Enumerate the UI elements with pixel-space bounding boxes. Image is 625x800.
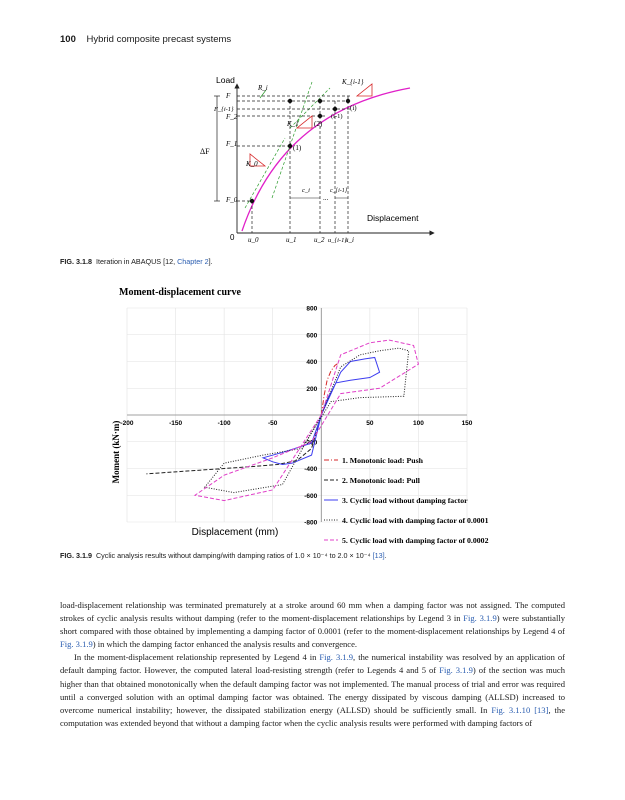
label-K0: K_0	[246, 160, 258, 168]
ref-link[interactable]: [13]	[534, 704, 549, 715]
running-header	[60, 34, 231, 45]
fig-link[interactable]: Fig. 3.1.9	[60, 639, 93, 650]
fig-link[interactable]: Fig. 3.1.10	[491, 704, 531, 715]
point-2	[318, 114, 322, 118]
y-tick-label: 600	[306, 332, 318, 340]
x-tick-label: 50	[366, 420, 374, 427]
x-tick-label: -150	[169, 420, 183, 427]
origin-label: 0	[230, 233, 235, 242]
p2-text-d: , the computation was extended beyond that without a damping factor when the cyclic analysis results were performed with damping factors of	[60, 704, 565, 728]
caption-end: .	[384, 551, 387, 560]
legend-label: 1. Monotonic load: Push	[342, 456, 424, 465]
label-u0: u_0	[248, 236, 259, 244]
label-point-1: (1)	[293, 144, 302, 152]
chart-xlabel: Displacement (mm)	[191, 527, 279, 538]
caption-label: FIG. 3.1.9	[60, 551, 92, 560]
label-ui: u_i	[345, 236, 354, 244]
tangent-k1	[272, 82, 312, 198]
caption-text: Cyclic analysis results without damping/with damping ratios of 1.0 × 10⁻⁴ to 2.0 × 10⁻⁴	[95, 551, 371, 560]
load-curve	[242, 88, 410, 231]
label-u2: u_2	[314, 236, 325, 244]
label-F: F	[226, 92, 231, 100]
caption-end: ].	[208, 257, 213, 266]
fig-link[interactable]: Fig. 3.1.9	[319, 652, 354, 663]
point-0	[250, 199, 254, 203]
label-u1: u_1	[286, 236, 297, 244]
caption-fig-3-1-9	[60, 551, 387, 560]
chart-ylabel: Moment (kN·m)	[111, 420, 121, 484]
label-u-i-1: u_{i-1}	[328, 237, 347, 244]
svg-text:...: ...	[323, 194, 329, 202]
x-tick-label: 150	[461, 420, 473, 427]
fig-link[interactable]: Fig. 3.1.9	[463, 613, 497, 624]
y-tick-label: 800	[306, 305, 318, 313]
p2-text: In the moment-displacement relationship represented by Legend 4 in	[74, 652, 317, 663]
label-F-i-1: F_{i-1}	[214, 106, 234, 113]
caption-ref[interactable]: [13]	[372, 551, 385, 560]
running-title: Hybrid composite precast systems	[86, 34, 232, 45]
paragraph-2	[60, 651, 565, 730]
label-K-i-1: K_{i-1}	[342, 78, 364, 86]
label-ci: c_i	[302, 187, 310, 194]
caption-fig-3-1-8	[60, 257, 213, 266]
page-number: 100	[60, 34, 76, 45]
y-tick-label: -600	[304, 492, 318, 500]
caption-text: Iteration in ABAQUS [12,	[95, 257, 176, 266]
legend-label: 5. Cyclic load with damping factor of 0.0002	[342, 536, 489, 545]
point-i	[346, 99, 350, 103]
paragraph-1	[60, 599, 565, 651]
p1-text-b: ) were substantially short compared with those obtained by implementing a damping factor of 0.0001 (refer to the moment-displacement relationships by Legend 4 of	[60, 613, 565, 637]
y-axis-label: Load	[216, 75, 235, 85]
p1-text-c: ) in which the damping factor enhanced the analysis results and convergence.	[92, 639, 358, 650]
x-axis-label: Displacement	[367, 213, 419, 223]
label-K1: K_1	[287, 120, 299, 128]
p2-text-c: ) of the section was much higher than that obtained monotonically when the default damping factor was not implemented. The manual process of trial and error was required until a converged solution with an optimal damping factor was obtained. The energy dissipated by viscous damping (ALLSD) increased to overcome numerical instability; however, the dissipated stabilization energy (ALLSD) should be sufficiently small. In	[60, 665, 565, 715]
legend-label: 4. Cyclic load with damping factor of 0.0001	[342, 516, 489, 525]
point-1	[288, 144, 292, 148]
y-tick-label: 200	[306, 385, 318, 393]
delta-f-label: ΔF	[200, 147, 210, 156]
x-tick-label: -100	[217, 420, 231, 427]
label-c-i-1: c_{i-1}	[330, 188, 348, 194]
tangent-k0	[245, 138, 285, 208]
body-text	[60, 599, 565, 730]
y-tick-label: -200	[304, 439, 318, 447]
caption-label: FIG. 3.1.8	[60, 257, 92, 266]
label-F0: F_0	[226, 196, 238, 204]
fig-link[interactable]: Fig. 3.1.9	[439, 665, 473, 676]
moment-displacement-chart	[105, 282, 535, 550]
point-i-1	[333, 107, 337, 111]
y-tick-label: 400	[306, 359, 318, 366]
x-tick-label: -50	[268, 420, 278, 427]
label-Ri: R_i	[258, 84, 268, 92]
chart-title: Moment-displacement curve	[119, 287, 241, 298]
p2-text-b: , the numerical instability was resolved by an application of default damping factor. However, the computed lateral load-resisting strength (refer to Legends 4 and 5 of	[60, 652, 565, 676]
legend-label: 2. Monotonic load: Pull	[342, 476, 420, 485]
legend-label: 3. Cyclic load without damping factor	[342, 496, 468, 505]
label-F2: F_2	[226, 113, 238, 121]
caption-link[interactable]: Chapter 2	[177, 257, 209, 266]
label-F1: F_1	[226, 140, 238, 148]
p1-text: load-displacement relationship was terminated prematurely at a stroke around 60 mm when a damping factor was not assigned. The computed strokes of cyclic analysis results without damping (refer to the moment-displacement relationships by Legend 3 in	[60, 600, 565, 624]
x-tick-label: 100	[412, 420, 424, 427]
figure-iteration-diagram	[190, 68, 440, 250]
y-tick-label: -800	[304, 519, 318, 527]
label-point-i-1: (i-1)	[331, 113, 343, 120]
label-point-2: (2)	[314, 120, 323, 128]
x-tick-label: -200	[120, 420, 134, 427]
y-tick-label: -400	[304, 466, 318, 473]
label-point-i: (i)	[350, 104, 357, 112]
